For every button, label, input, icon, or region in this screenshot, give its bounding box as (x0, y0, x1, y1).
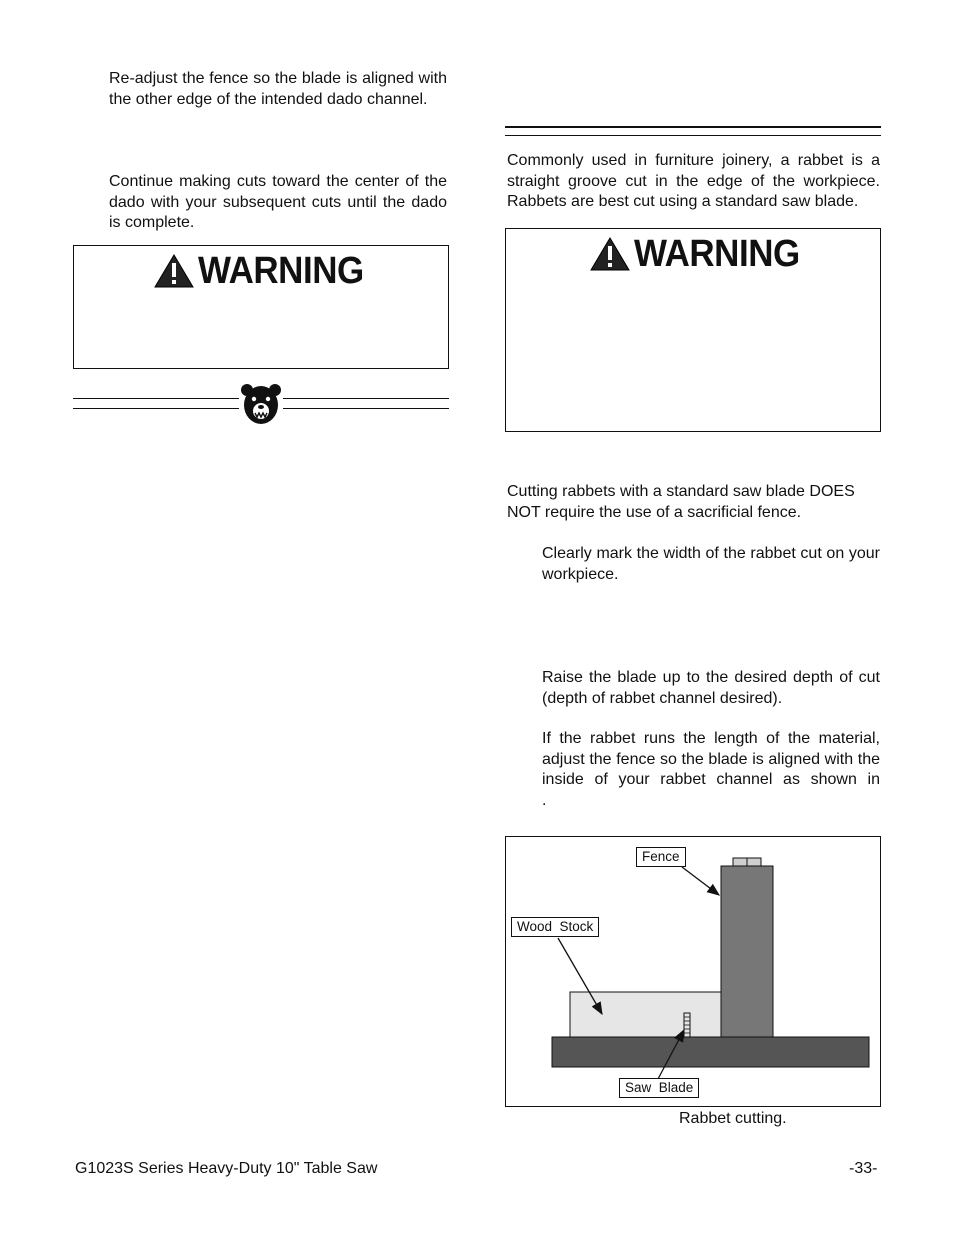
divider-line (73, 398, 239, 399)
rabbet-step-fence: If the rabbet runs the length of the material, adjust the fence so the blade is aligned with the inside of your rabbet channel as shown in . (542, 730, 929, 809)
divider-line (283, 408, 449, 409)
warning-box-left (73, 245, 449, 369)
page-number: -33- (849, 1160, 878, 1177)
rabbet-diagram (506, 837, 879, 1105)
label-fence: Fence (636, 847, 686, 867)
section-rule (505, 135, 881, 136)
rabbet-figure (505, 836, 881, 1107)
divider-line (73, 408, 239, 409)
fence-note: Cutting rabbets with a standard saw blade DOES NOT require the use of a sacrificial fence. (507, 483, 855, 521)
figure-caption: Rabbet cutting. (679, 1110, 787, 1127)
rabbet-step-raise: Raise the blade up to the desired depth of cut (depth of rabbet channel desired). (542, 669, 880, 707)
dado-step-continue: Continue making cuts toward the center of the dado with your subsequent cuts until the dado is complete. (109, 173, 447, 232)
warning-title: WARNING (634, 233, 800, 275)
label-saw-blade: Saw Blade (619, 1078, 699, 1098)
divider-line (283, 398, 449, 399)
footer-title: G1023S Series Heavy-Duty 10" Table Saw (75, 1160, 378, 1177)
warning-header (590, 235, 814, 273)
table-base (552, 1037, 869, 1067)
bear-logo-icon (239, 383, 283, 425)
warning-box-right (505, 228, 881, 432)
fence-leader (682, 867, 719, 895)
warning-triangle-icon (590, 237, 630, 271)
section-rule (505, 126, 881, 128)
warning-title: WARNING (198, 250, 364, 292)
fence-body (721, 866, 773, 1037)
rabbet-intro: Commonly used in furniture joinery, a rabbet is a straight groove cut in the edge of the workpiece. Rabbets are best cut using a standard saw blade. (507, 152, 880, 211)
warning-triangle-icon (154, 254, 194, 288)
label-wood-stock: Wood Stock (511, 917, 599, 937)
warning-header (154, 252, 378, 290)
rabbet-step-mark: Clearly mark the width of the rabbet cut on your workpiece. (542, 545, 880, 583)
dado-step-readjust: Re-adjust the fence so the blade is aligned with the other edge of the intended dado channel. (109, 70, 447, 108)
